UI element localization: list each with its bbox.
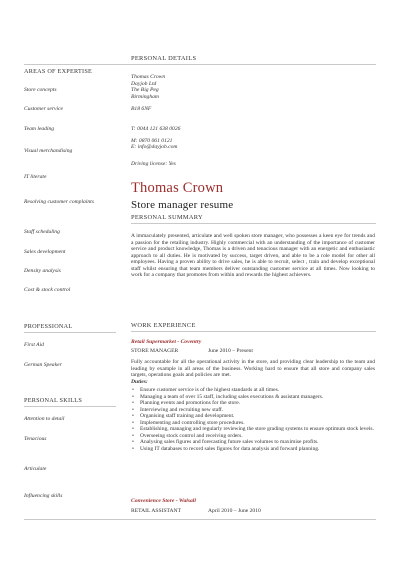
duty-item: • Planning events and promotions for the store. [131,400,376,407]
skill-tenacious: Tenacious [24,436,47,442]
summary-divider [131,223,376,224]
personal-summary-text: A immaculately presented, articulate and well spoken store manager, who possesses a keen eye for trends and a passion for the retailing industry. Highly commercial with an understanding of the importance of customer service and product knowledge, Thomas is a driven and tenacious manager with an energetic and enthusiastic approach to all duties. He is motivated by success, target driven, and able to be a role model for other all employees. Having a proven ability to drive sales, he is able to recruit, select , train and develop exceptional staff whilst ensuring that team members deliver outstanding customer service at all times. Now looking to work for a company that promotes from within and rewards the highest achievers. [131,233,375,279]
driving-license: Driving license: Yes [131,161,176,167]
area-resolving-complaints: Resolving customer complaints [24,199,94,205]
duties-list [131,387,376,452]
contact-email[interactable]: E: info@dayjob.com [131,144,178,151]
duties-label: Duties: [131,379,148,385]
duty-item: • Using IT databases to record sales figures for data analysis and forward planning. [131,446,376,453]
resume-title: Store manager resume [131,199,234,211]
duty-item: • Ensure customer service is of the highest standards at all times. [131,387,376,394]
skills-divider [24,406,116,407]
area-cost-stock-control: Cost & stock control [24,287,71,293]
areas-of-expertise-heading: AREAS OF EXPERTISE [24,68,93,75]
area-staff-scheduling: Staff scheduling [24,229,60,235]
contact-block [131,74,165,113]
contact-address-line: Dayjob Ltd [131,80,157,87]
professional-german-speaker: German Speaker [24,362,62,368]
personal-details-heading: PERSONAL DETAILS [131,55,197,62]
candidate-name: Thomas Crown [131,180,224,196]
header-divider [24,64,376,65]
duty-item: • Managing a team of over 15 staff, including sales executions & assistant managers. [131,394,376,401]
experience-divider [131,331,376,332]
job-dates: June 2010 – Present [208,348,253,354]
duty-item: • Analysing sales figures and forecasting future sales volumes to maximise profits. [131,439,376,446]
contact-address-line: The Big Peg [131,87,159,94]
area-team-leading: Team leading [24,126,55,132]
area-density-analysis: Density analysis [24,268,61,274]
area-store-concepts: Store concepts [24,87,57,93]
area-visual-merchandising: Visual merchandising [24,148,73,154]
job-role: RETAIL ASSISTANT [131,508,182,514]
area-customer-service: Customer service [24,106,63,112]
job-intro: Fully accountable for all the operational activity in the store, and providing clear leadership to the team and leading by example in all areas of the business. Working hard to ensure that all store and company sales targets, operations goals and policies are met. [131,359,375,379]
work-experience-heading: WORK EXPERIENCE [131,322,196,329]
area-sales-development: Sales development [24,249,66,255]
duty-item: • Overseeing stock control and receiving orders. [131,433,376,440]
contact-mobile: M: 0870 061 0121 [131,137,173,144]
job-company: Convenience Store - Walsall [131,498,196,504]
professional-first-aid: First Aid [24,342,44,348]
skill-influencing: Influencing skills [24,493,63,499]
professional-divider [24,332,116,333]
professional-heading: PROFESSIONAL [24,323,73,330]
duty-item: • Organising staff training and development. [131,413,376,420]
contact-postcode: B18 6NF [131,105,152,112]
job-company: Retail Supermarket - Coventry [131,339,202,345]
skill-attention-to-detail: Attention to detail [24,416,65,422]
area-it-literate: IT literate [24,174,47,180]
duty-item: • Implementing and controlling store procedures. [131,420,376,427]
footer-divider [24,519,376,520]
job-role: STORE MANAGER [131,348,179,354]
job-dates: April 2010 – June 2010 [208,508,261,514]
duty-item: • Establishing, managing and regularly reviewing the store grading systems to ensure optimum stock levels. [131,426,376,433]
job-role-line [131,508,261,514]
duty-item: • Interviewing and recruiting new staff. [131,407,376,414]
personal-summary-heading: PERSONAL SUMMARY [131,214,203,221]
skill-articulate: Articulate [24,466,47,472]
contact-telephone: T: 0044 121 638 0026 [131,126,181,132]
contact-address-line: Birmingham [131,94,159,101]
job-role-line [131,348,253,354]
contact-name: Thomas Crown [131,74,166,80]
personal-skills-heading: PERSONAL SKILLS [24,397,83,404]
phone-block [131,126,180,151]
